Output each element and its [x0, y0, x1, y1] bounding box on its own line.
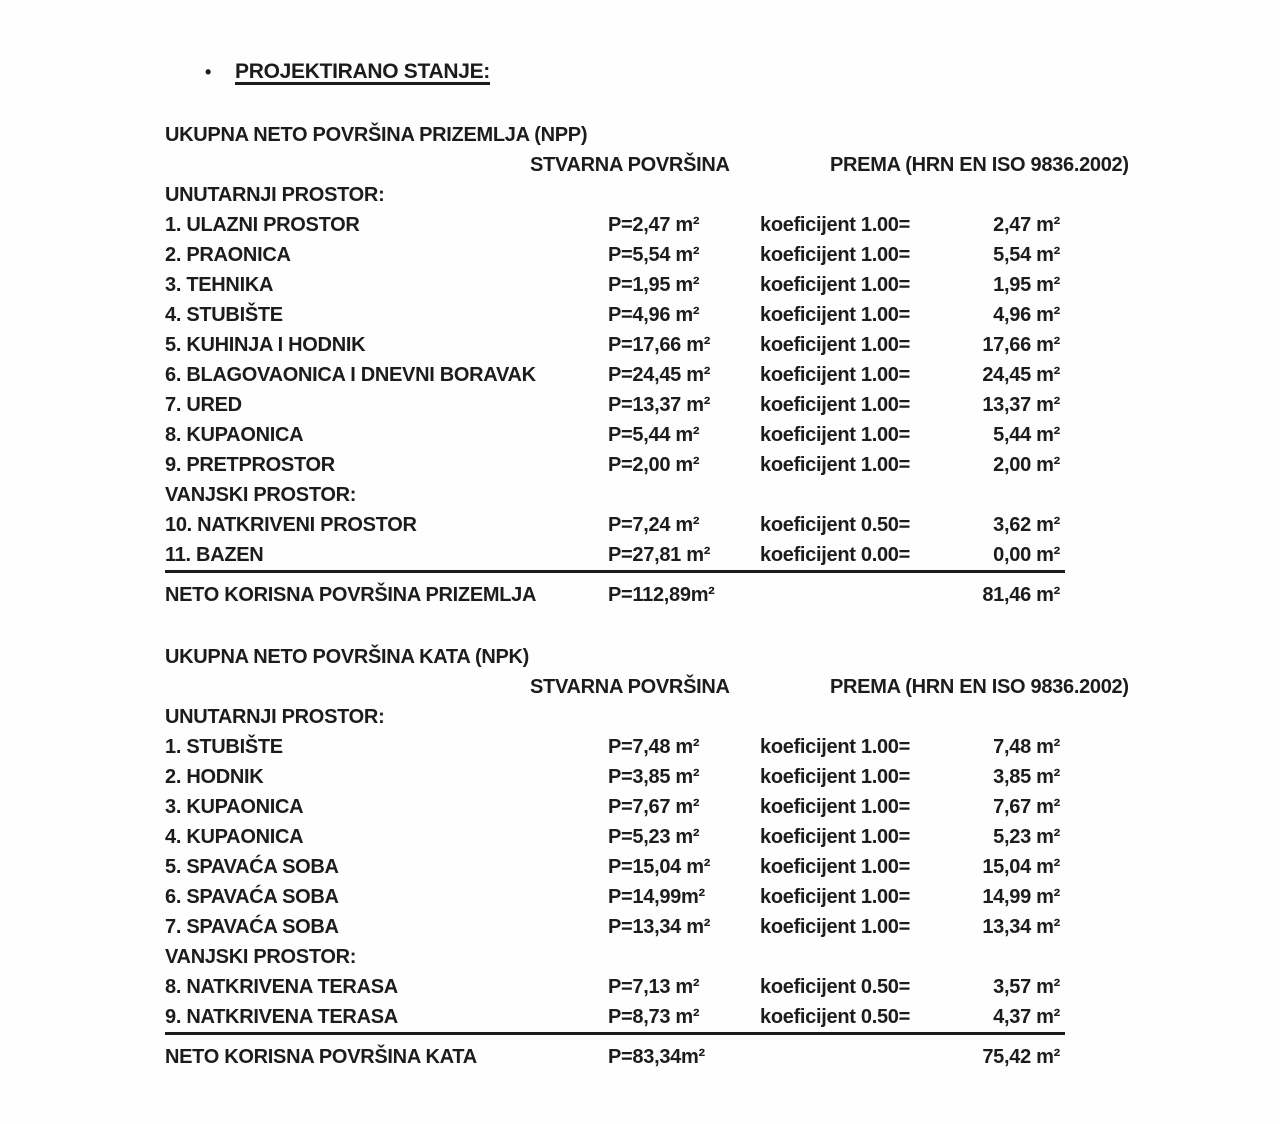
- room-name: 9. PRETPROSTOR: [165, 454, 335, 476]
- document-content: [165, 57, 1280, 1072]
- table-row: [165, 972, 1065, 1002]
- iso-area: 3,85 m²: [993, 766, 1060, 788]
- actual-area: P=2,47 m²: [608, 214, 700, 236]
- column-headers: [165, 150, 1280, 180]
- section-title: UKUPNA NETO POVRŠINA PRIZEMLJA (NPP): [165, 124, 588, 146]
- iso-area: 3,62 m²: [993, 514, 1060, 536]
- actual-area: P=7,48 m²: [608, 736, 700, 758]
- room-name: 5. SPAVAĆA SOBA: [165, 856, 339, 878]
- room-name: 9. NATKRIVENA TERASA: [165, 1006, 398, 1028]
- section-label-exterior: VANJSKI PROSTOR:: [165, 484, 357, 506]
- iso-area: 1,95 m²: [993, 274, 1060, 296]
- table-row: [165, 210, 1065, 240]
- iso-area: 4,37 m²: [993, 1006, 1060, 1028]
- column-header-iso-standard: PREMA (HRN EN ISO 9836.2002): [830, 676, 1129, 698]
- iso-area: 7,67 m²: [993, 796, 1060, 818]
- table-row: [165, 330, 1065, 360]
- total-area: P=112,89m²: [608, 584, 715, 606]
- coefficient: koeficijent 0.50=: [760, 976, 910, 998]
- room-name: 11. BAZEN: [165, 544, 264, 566]
- total-spacer: [760, 1042, 980, 1072]
- table-row: [165, 792, 1065, 822]
- room-name: 4. STUBIŠTE: [165, 304, 283, 326]
- room-name: 4. KUPAONICA: [165, 826, 304, 848]
- actual-area: P=14,99m²: [608, 886, 705, 908]
- section-title: UKUPNA NETO POVRŠINA KATA (NPK): [165, 646, 530, 668]
- table-row: [165, 1002, 1065, 1035]
- coefficient: koeficijent 1.00=: [760, 244, 910, 266]
- iso-area: 15,04 m²: [982, 856, 1060, 878]
- room-name: 7. URED: [165, 394, 242, 416]
- table-row: [165, 390, 1065, 420]
- section-label-interior: UNUTARNJI PROSTOR:: [165, 706, 385, 728]
- table-row: [165, 240, 1065, 270]
- coefficient: koeficijent 1.00=: [760, 364, 910, 386]
- column-header-actual-area: STVARNA POVRŠINA: [530, 676, 730, 698]
- iso-area: 4,96 m²: [993, 304, 1060, 326]
- iso-area: 3,57 m²: [993, 976, 1060, 998]
- section-upper-floor: [165, 642, 1280, 1072]
- actual-area: P=24,45 m²: [608, 364, 711, 386]
- table-row: [165, 270, 1065, 300]
- actual-area: P=4,96 m²: [608, 304, 700, 326]
- coefficient: koeficijent 1.00=: [760, 214, 910, 236]
- table-row: [165, 762, 1065, 792]
- actual-area: P=5,44 m²: [608, 424, 700, 446]
- coefficient: koeficijent 1.00=: [760, 916, 910, 938]
- actual-area: P=5,23 m²: [608, 826, 700, 848]
- column-headers: [165, 672, 1280, 702]
- table-row: [165, 852, 1065, 882]
- actual-area: P=15,04 m²: [608, 856, 711, 878]
- actual-area: P=7,13 m²: [608, 976, 700, 998]
- iso-area: 7,48 m²: [993, 736, 1060, 758]
- iso-area: 5,44 m²: [993, 424, 1060, 446]
- room-name: 2. HODNIK: [165, 766, 264, 788]
- iso-area: 0,00 m²: [993, 544, 1060, 566]
- document-heading: [165, 57, 1280, 87]
- coefficient: koeficijent 1.00=: [760, 274, 910, 296]
- section-ground-floor: [165, 120, 1280, 610]
- table-row: [165, 882, 1065, 912]
- coefficient: koeficijent 1.00=: [760, 826, 910, 848]
- actual-area: P=17,66 m²: [608, 334, 711, 356]
- iso-area: 2,00 m²: [993, 454, 1060, 476]
- table-row: [165, 360, 1065, 390]
- room-name: 2. PRAONICA: [165, 244, 291, 266]
- actual-area: P=3,85 m²: [608, 766, 700, 788]
- actual-area: P=1,95 m²: [608, 274, 700, 296]
- room-name: 8. KUPAONICA: [165, 424, 304, 446]
- column-header-iso-standard: PREMA (HRN EN ISO 9836.2002): [830, 154, 1129, 176]
- room-name: 7. SPAVAĆA SOBA: [165, 916, 339, 938]
- interior-rows: [165, 732, 1065, 942]
- table-row: [165, 420, 1065, 450]
- iso-area: 5,23 m²: [993, 826, 1060, 848]
- coefficient: koeficijent 1.00=: [760, 736, 910, 758]
- room-name: 8. NATKRIVENA TERASA: [165, 976, 398, 998]
- room-name: 3. TEHNIKA: [165, 274, 274, 296]
- iso-area: 13,34 m²: [982, 916, 1060, 938]
- room-name: 3. KUPAONICA: [165, 796, 304, 818]
- section-label-exterior: VANJSKI PROSTOR:: [165, 946, 357, 968]
- iso-area: 2,47 m²: [993, 214, 1060, 236]
- coefficient: koeficijent 0.50=: [760, 1006, 910, 1028]
- total-area: P=83,34m²: [608, 1046, 705, 1068]
- actual-area: P=5,54 m²: [608, 244, 700, 266]
- exterior-rows: [165, 972, 1065, 1035]
- table-row: [165, 300, 1065, 330]
- total-label: NETO KORISNA POVRŠINA KATA: [165, 1046, 477, 1068]
- exterior-rows: [165, 510, 1065, 573]
- coefficient: koeficijent 1.00=: [760, 424, 910, 446]
- bullet-icon: •: [205, 62, 212, 82]
- interior-rows: [165, 210, 1065, 480]
- iso-area: 14,99 m²: [982, 886, 1060, 908]
- room-name: 5. KUHINJA I HODNIK: [165, 334, 366, 356]
- heading-title: PROJEKTIRANO STANJE:: [235, 60, 490, 83]
- table-row: [165, 510, 1065, 540]
- actual-area: P=13,34 m²: [608, 916, 711, 938]
- table-row: [165, 732, 1065, 762]
- total-spacer: [760, 580, 980, 610]
- room-name: 10. NATKRIVENI PROSTOR: [165, 514, 417, 536]
- total-result: 81,46 m²: [982, 584, 1060, 606]
- coefficient: koeficijent 1.00=: [760, 886, 910, 908]
- coefficient: koeficijent 0.00=: [760, 544, 910, 566]
- column-header-actual-area: STVARNA POVRŠINA: [530, 154, 730, 176]
- total-result: 75,42 m²: [982, 1046, 1060, 1068]
- actual-area: P=8,73 m²: [608, 1006, 700, 1028]
- coefficient: koeficijent 1.00=: [760, 766, 910, 788]
- section-label-interior: UNUTARNJI PROSTOR:: [165, 184, 385, 206]
- iso-area: 5,54 m²: [993, 244, 1060, 266]
- total-label: NETO KORISNA POVRŠINA PRIZEMLJA: [165, 584, 537, 606]
- actual-area: P=7,24 m²: [608, 514, 700, 536]
- coefficient: koeficijent 0.50=: [760, 514, 910, 536]
- iso-area: 13,37 m²: [982, 394, 1060, 416]
- table-row: [165, 912, 1065, 942]
- room-name: 1. ULAZNI PROSTOR: [165, 214, 360, 236]
- coefficient: koeficijent 1.00=: [760, 304, 910, 326]
- total-row: [165, 1042, 1065, 1072]
- coefficient: koeficijent 1.00=: [760, 454, 910, 476]
- total-row: [165, 580, 1065, 610]
- room-name: 1. STUBIŠTE: [165, 736, 283, 758]
- coefficient: koeficijent 1.00=: [760, 334, 910, 356]
- table-row: [165, 540, 1065, 573]
- actual-area: P=7,67 m²: [608, 796, 700, 818]
- actual-area: P=13,37 m²: [608, 394, 711, 416]
- actual-area: P=27,81 m²: [608, 544, 711, 566]
- iso-area: 24,45 m²: [982, 364, 1060, 386]
- coefficient: koeficijent 1.00=: [760, 796, 910, 818]
- coefficient: koeficijent 1.00=: [760, 394, 910, 416]
- coefficient: koeficijent 1.00=: [760, 856, 910, 878]
- table-row: [165, 822, 1065, 852]
- room-name: 6. SPAVAĆA SOBA: [165, 886, 339, 908]
- room-name: 6. BLAGOVAONICA I DNEVNI BORAVAK: [165, 364, 536, 386]
- table-row: [165, 450, 1065, 480]
- iso-area: 17,66 m²: [982, 334, 1060, 356]
- actual-area: P=2,00 m²: [608, 454, 700, 476]
